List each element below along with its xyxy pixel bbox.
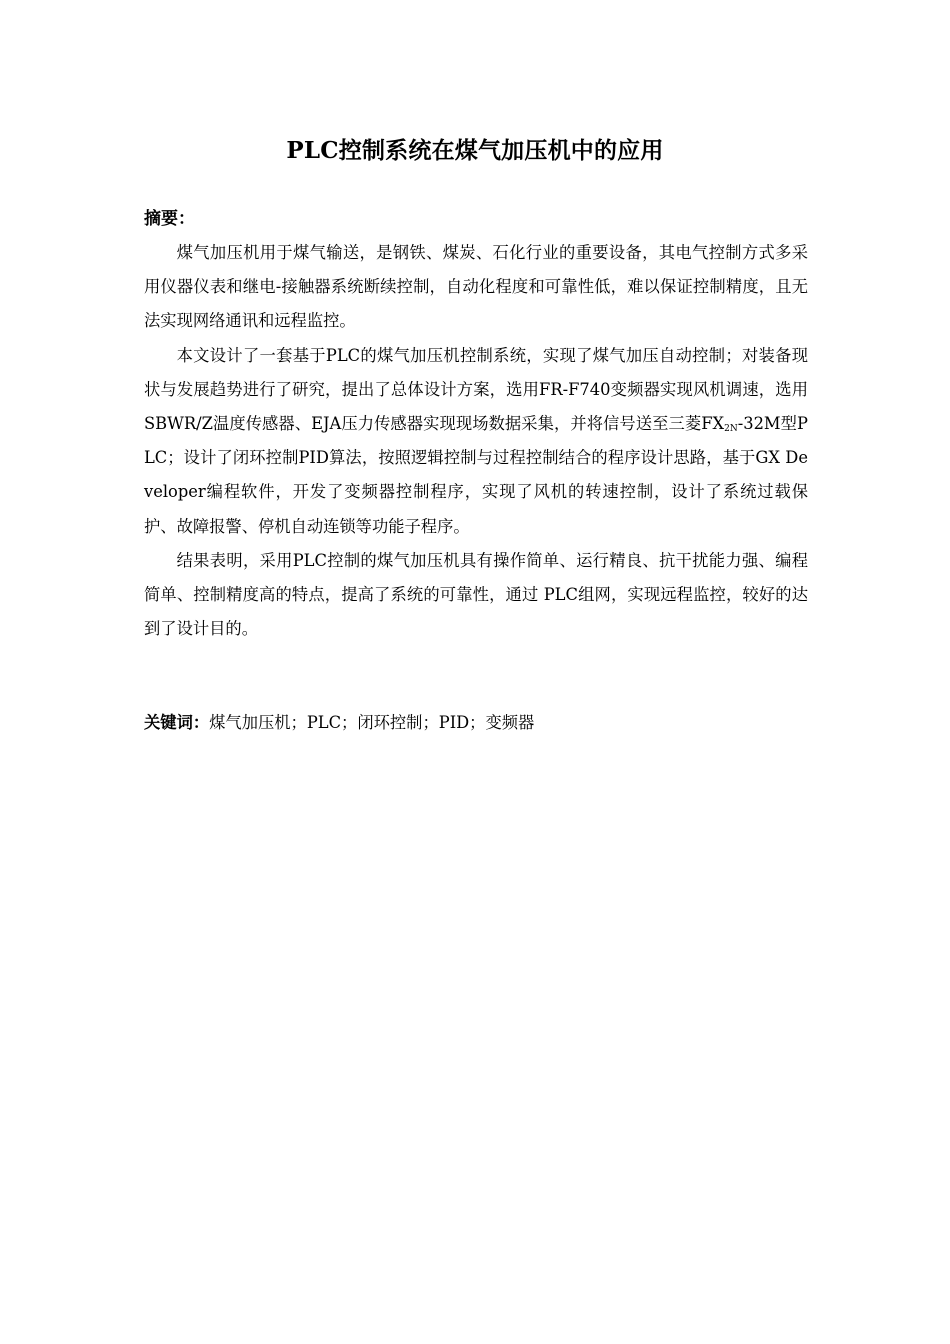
keywords-value: 煤气加压机；PLC；闭环控制；PID；变频器 [209,713,535,732]
abstract-paragraph-2-part-1: 本文设计了一套基于PLC的煤气加压机控制系统，实现了煤气加压自动控制；对装备现状与发展趋势进行了研究，提出了总体设计方案，选用FR-F740变频器实现风机调速，选用SBWR/Z温度传感器、EJA压力传感器实现现场数据采集，并将信号送至三菱FX [144,345,808,434]
document-title: PLC控制系统在煤气加压机中的应用 [286,137,664,164]
keywords-label: 关键词： [144,713,210,732]
abstract-paragraph-2-part-2: -32M型PLC；设计了闭环控制PID算法，按照逻辑控制与过程控制结合的程序设计思路，基于GX Developer编程软件，开发了变频器控制程序，实现了风机的转速控制，设计了系统过载保护、故障报警、停机自动连锁等功能子程序。 [144,414,808,536]
abstract-heading: 摘要： [144,209,195,229]
abstract-body [144,236,808,646]
model-subscript: 2N [724,424,738,435]
abstract-paragraph-2 [144,339,808,544]
abstract-paragraph-3: 结果表明，采用PLC控制的煤气加压机具有操作简单、运行精良、抗干扰能力强、编程简单、控制精度高的特点，提高了系统的可靠性，通过 PLC组网，实现远程监控，较好的达到了设计目的。 [144,550,808,639]
keywords-line [144,708,534,738]
abstract-paragraph-1: 煤气加压机用于煤气输送，是钢铁、煤炭、石化行业的重要设备，其电气控制方式多采用仪器仪表和继电-接触器系统断续控制，自动化程度和可靠性低，难以保证控制精度，且无法实现网络通讯和远程监控。 [144,243,808,331]
